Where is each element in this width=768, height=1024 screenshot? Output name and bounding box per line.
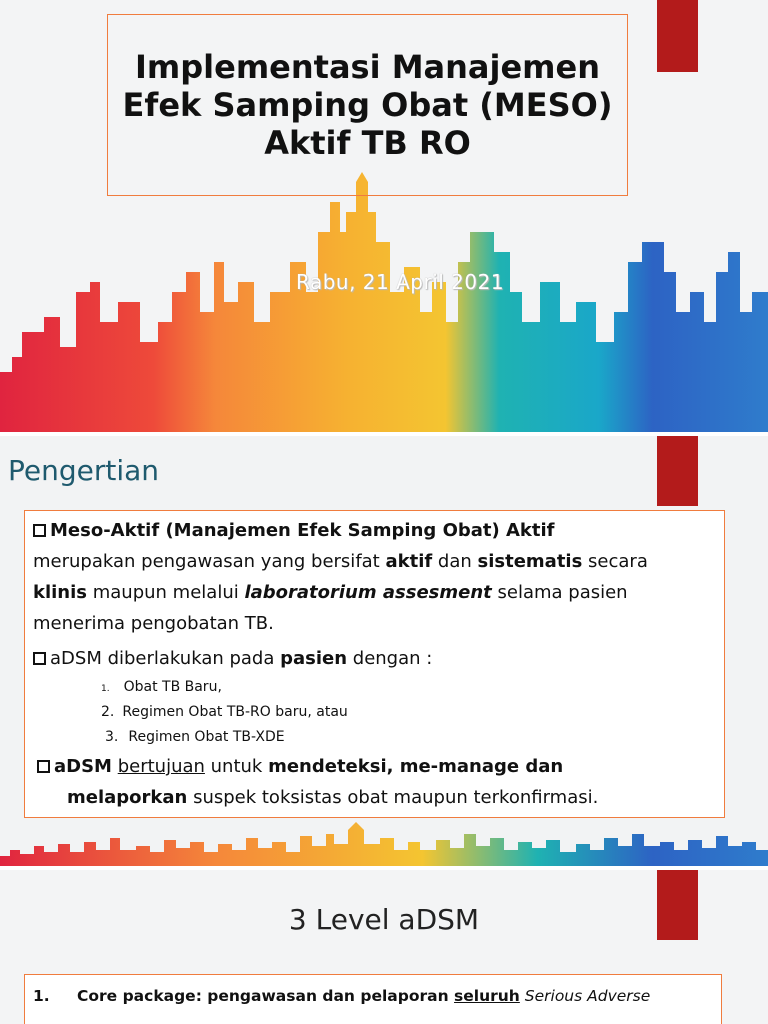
definition-slide [0, 436, 768, 866]
definition-line-2: merupakan pengawasan yang bersifat aktif dan sistematis secara [33, 551, 648, 572]
definition-line-4: menerima pengobatan TB. [33, 613, 274, 634]
title-slide [0, 0, 768, 432]
adsm-purpose-line-1: aDSM bertujuan untuk mendeteksi, me-manage dan [37, 751, 563, 782]
city-skyline-graphic [0, 816, 768, 866]
levels-slide [0, 870, 768, 1024]
red-accent-bar [657, 436, 698, 506]
definition-line-3: klinis maupun melalui laboratorium assesment selama pasien [33, 582, 628, 603]
checkbox-bullet-icon [33, 524, 46, 537]
list-item: 1. Obat TB Baru, [101, 679, 222, 695]
list-item: 3. Regimen Obat TB-XDE [105, 729, 285, 745]
levels-box [24, 974, 722, 1024]
adsm-purpose-line-2: melaporkan suspek toksistas obat maupun terkonfirmasi. [67, 787, 599, 808]
presentation-date: Rabu, 21 April 2021 [296, 270, 505, 294]
definition-box [24, 510, 725, 818]
title-box [107, 14, 628, 196]
slide-title: Implementasi Manajemen Efek Samping Obat (MESO) Aktif TB RO [122, 48, 613, 162]
slide-heading: 3 Level aDSM [288, 903, 480, 936]
definition-lead: Meso-Aktif (Manajemen Efek Samping Obat) Aktif [33, 515, 555, 546]
checkbox-bullet-icon [37, 760, 50, 773]
list-item: 2. Regimen Obat TB-RO baru, atau [101, 704, 348, 720]
slide-heading: Pengertian [8, 454, 160, 487]
level-item: 1. Core package: pengawasan dan pelaporan seluruh Serious Adverse [33, 987, 651, 1005]
adsm-applies-line: aDSM diberlakukan pada pasien dengan : [33, 643, 432, 674]
checkbox-bullet-icon [33, 652, 46, 665]
red-accent-bar [657, 0, 698, 72]
city-skyline-graphic [0, 172, 768, 432]
